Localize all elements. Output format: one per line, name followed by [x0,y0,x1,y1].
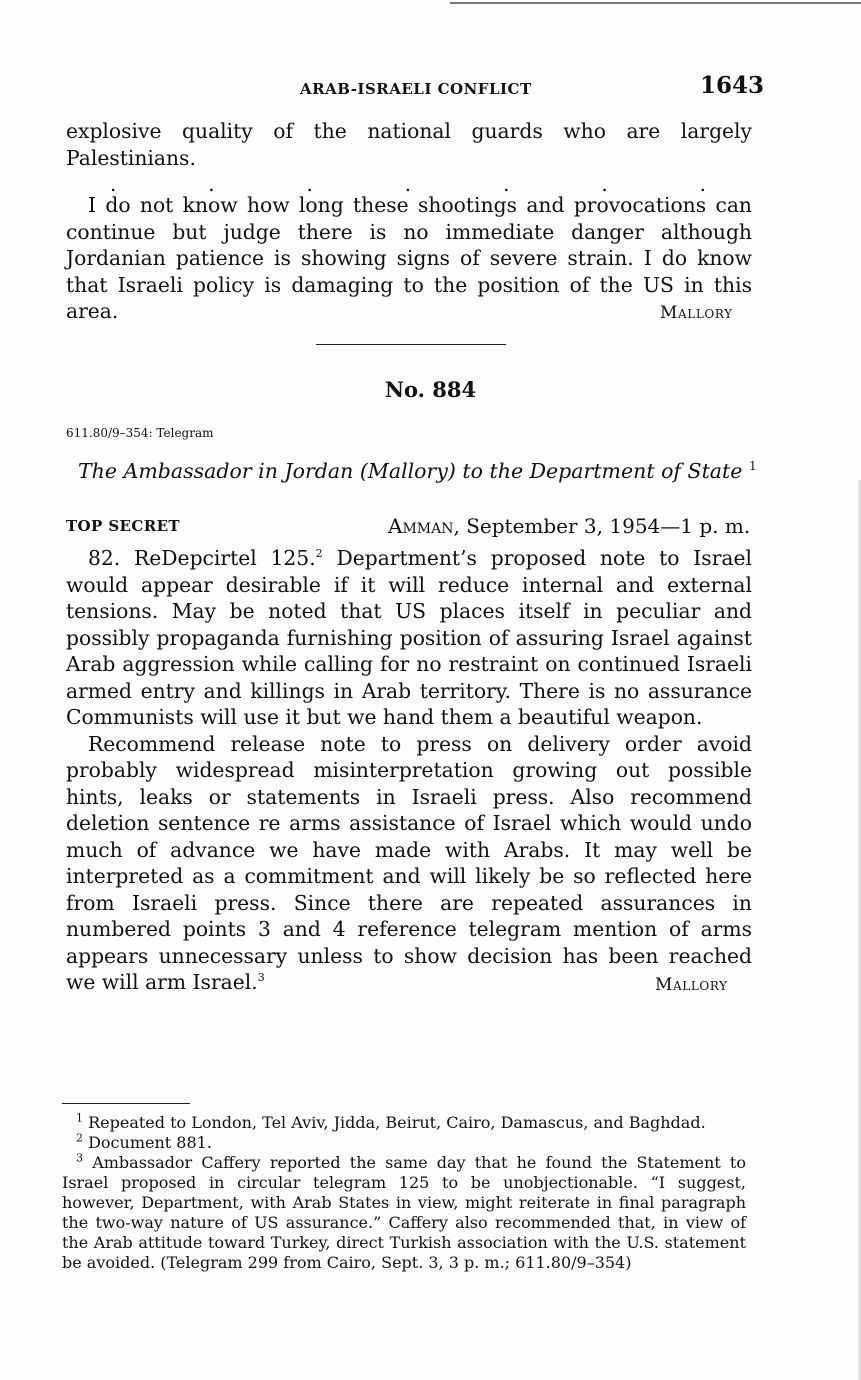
telegram-signature: Mallory [655,975,728,995]
ellipsis-dot: . [699,172,706,196]
telegram-paragraph-1 [66,545,752,731]
footnote-text: Repeated to London, Tel Aviv, Jidda, Beirut, Cairo, Damascus, and Baghdad. [88,1113,706,1132]
document-title-text: The Ambassador in Jordan (Mallory) to the Department of State [78,459,743,483]
page-number: 1643 [700,72,765,99]
running-head: ARAB-ISRAELI CONFLICT [300,80,532,98]
footnote-text: Ambassador Caffery reported the same day that he found the Statement to Israel proposed in circular telegram 125 to be unobjectionable. “I suggest, however, Department, with Arab States in view, might reiterate in final paragraph the two-way nature of US assurance.” Caffery also recommended that, in view of the Arab attitude toward Turkey, direct Turkish association with the U.S. statement be avoided. (Telegram 299 from Cairo, Sept. 3, 3 p. m.; 611.80/9–354) [62,1153,746,1272]
continued-paragraph: explosive quality of the national guards who are largely Palestinians. [66,119,752,170]
document-title [78,459,757,483]
footnote-mark: 3 [76,1151,83,1165]
footnote-mark: 2 [76,1131,83,1145]
ellipsis-dot: . [404,172,412,196]
previous-signature: Mallory [660,303,733,323]
ellipsis-dot: . [601,172,608,196]
closing-paragraph: I do not know how long these shootings and provocations can continue but judge there is no immediate danger although Jordanian patience is showing signs of severe strain. I do know that Israeli policy is damaging to the position of the US in this area. [66,193,752,323]
ellipsis-dot: . [503,172,510,196]
telegram-paragraph-2-text: Recommend release note to press on delivery order avoid probably widespread misinterpretation growing out possible hints, leaks or statements in Israeli press. Also recommend deletion sentence re arms assistance of Israel which would undo much of advance we have made with Arabs. It may well be interpreted as a commitment and will likely be so reflected here from Israeli press. Since there are repeated assurances in numbered points 3 and 4 reference telegram mention of arms appears unnecessary unless to show decision has been reached we will arm Israel. [66,731,752,994]
telegram-paragraph-1-text: Department’s proposed note to Israel would appear desirable if it will reduce internal and external tensions. May be noted that US places itself in peculiar and possibly propaganda furnishing position of assuring Israel against Arab aggression while calling for no restraint on continued Israeli armed entry and killings in Arab territory. There is no assurance Communists will use it but we hand them a beautiful weapon. [66,546,752,729]
footnote-2 [62,1133,746,1153]
footnote-mark: 1 [76,1111,83,1125]
file-reference: 611.80/9–354: Telegram [66,426,214,440]
document-number: No. 884 [384,377,477,402]
telegram-paragraph-2 [66,731,752,996]
dateline [388,514,750,538]
footnote-ref-2: 2 [315,547,323,561]
dateline-date: , September 3, 1954—1 p. m. [453,514,751,538]
telegram-opening: 82. ReDepcirtel 125. [88,546,316,570]
footnote-divider [62,1103,190,1104]
previous-doc-para-1 [66,118,752,171]
footnote-ref-1: 1 [748,459,757,474]
telegram-body [66,545,752,996]
footnote-text: Document 881. [88,1133,212,1152]
footnote-3 [62,1153,746,1273]
classification-label: TOP SECRET [66,517,180,535]
dateline-place: Amman [388,514,454,538]
section-divider [316,344,506,345]
footnote-1 [62,1113,746,1133]
ellipsis-dot: . [208,172,215,196]
ellipsis-dot: . [110,172,117,196]
ellipsis-dot: . [306,172,313,196]
footnotes [62,1113,746,1273]
scan-top-line [450,2,861,4]
footnote-ref-3: 3 [257,971,265,985]
previous-doc-para-2 [66,192,752,325]
